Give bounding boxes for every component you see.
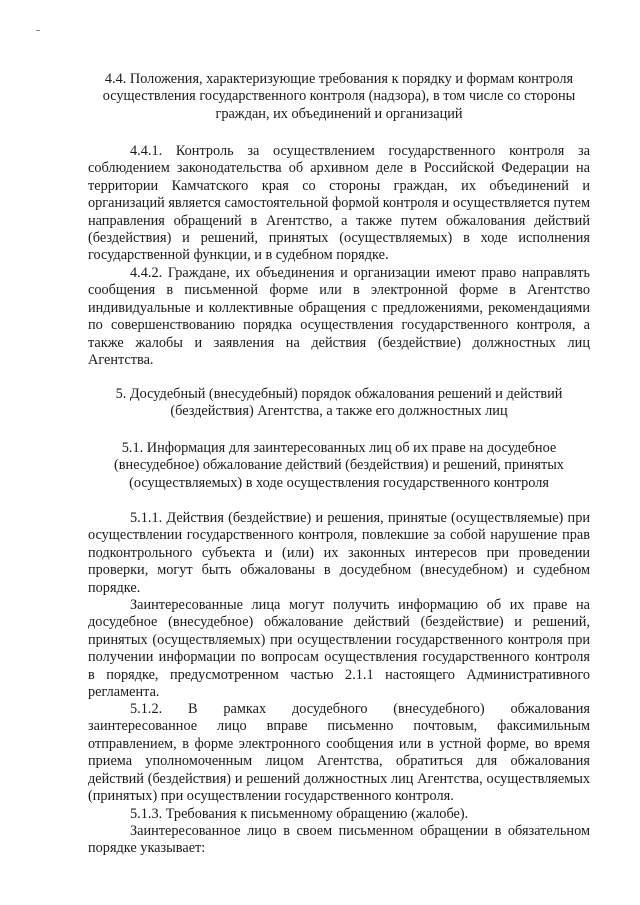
heading-line: осуществления государственного контроля (надзора), в том числе со стороны [102,88,576,105]
heading-line: граждан, их объединений и организаций [215,105,463,122]
heading-line: 5. Досудебный (внесудебный) порядок обжалования решений и действий [115,386,563,402]
paragraph [88,806,590,823]
paragraph-text: Заинтересованное лицо в своем письменном обращении в обязательном порядке указывает: [88,823,590,857]
section-heading [88,71,590,123]
paragraph [88,597,590,701]
paragraph-text: 4.4.1. Контроль за осуществлением государственного контроля за соблюдением законодательства об архивном деле в Российской Федерации на территории Камчатского края со стороны граждан, их объединений и организаций является самостоятельной формой контроля и осуществляется путем направления обращений в Агентство, а также путем обжалования действий (бездействия) и решений, принятых (осуществляемых) в ходе исполнения государственной функции, и в судебном порядке. [88,143,590,264]
paragraph [88,823,590,858]
heading-line: (бездействия) Агентства, а также его должностных лиц [170,403,508,420]
paragraph [88,265,590,369]
section-heading [88,440,590,492]
paragraph-text: 5.1.2. В рамках досудебного (внесудебного) обжалования заинтересованное лицо вправе письменно почтовым, факсимильным отправлением, в форме электронного сообщения или в устной форме, во время приема уполномоченным лицом Агентства, обратиться для обжалования действий (бездействия) и решений должностных лиц Агентства, осуществляемых (принятых) при осуществлении государственного контроля. [88,701,590,805]
heading-line: (осуществляемых) в ходе осуществления государственного контроля [129,474,549,491]
paragraph-text: 4.4.2. Граждане, их объединения и организации имеют право направлять сообщения в письменной форме или в электронной форме в Агентство индивидуальные и коллективные обращения с предложениями, рекомендациями по совершенствованию порядка осуществления государственного контроля, а также жалобы и заявления на действия (бездействие) должностных лиц Агентства. [88,265,590,369]
paragraph [88,510,590,597]
section-heading [88,386,590,421]
heading-line: 5.1. Информация для заинтересованных лиц об их праве на досудебное [121,440,557,456]
heading-line: 4.4. Положения, характеризующие требования к порядку и формам контроля [104,71,574,87]
paragraph-text: 5.1.3. Требования к письменному обращению (жалобе). [130,806,469,822]
heading-line: (внесудебное) обжалование действий (бездействия) и решений, принятых [114,457,564,474]
paragraph-text: 5.1.1. Действия (бездействие) и решения, принятые (осуществляемые) при осуществлении государственного контроля, повлекшие за собой нарушение прав подконтрольного субъекта и (или) их законных интересов при проведении проверки, могут быть обжалованы в досудебном (внесудебном) и судебном порядке. [88,510,590,596]
paragraph [88,143,590,265]
paragraph [88,701,590,805]
margin-mark [36,30,40,31]
paragraph-text: Заинтересованные лица могут получить информацию об их праве на досудебное (внесудебное) обжалование действий (бездействие) и решений, принятых (осуществляемых) при осуществлении государственного контроля при получении информации по вопросам осуществления государственного контроля в порядке, предусмотренном частью 2.1.1 настоящего Административного регламента. [88,597,590,701]
